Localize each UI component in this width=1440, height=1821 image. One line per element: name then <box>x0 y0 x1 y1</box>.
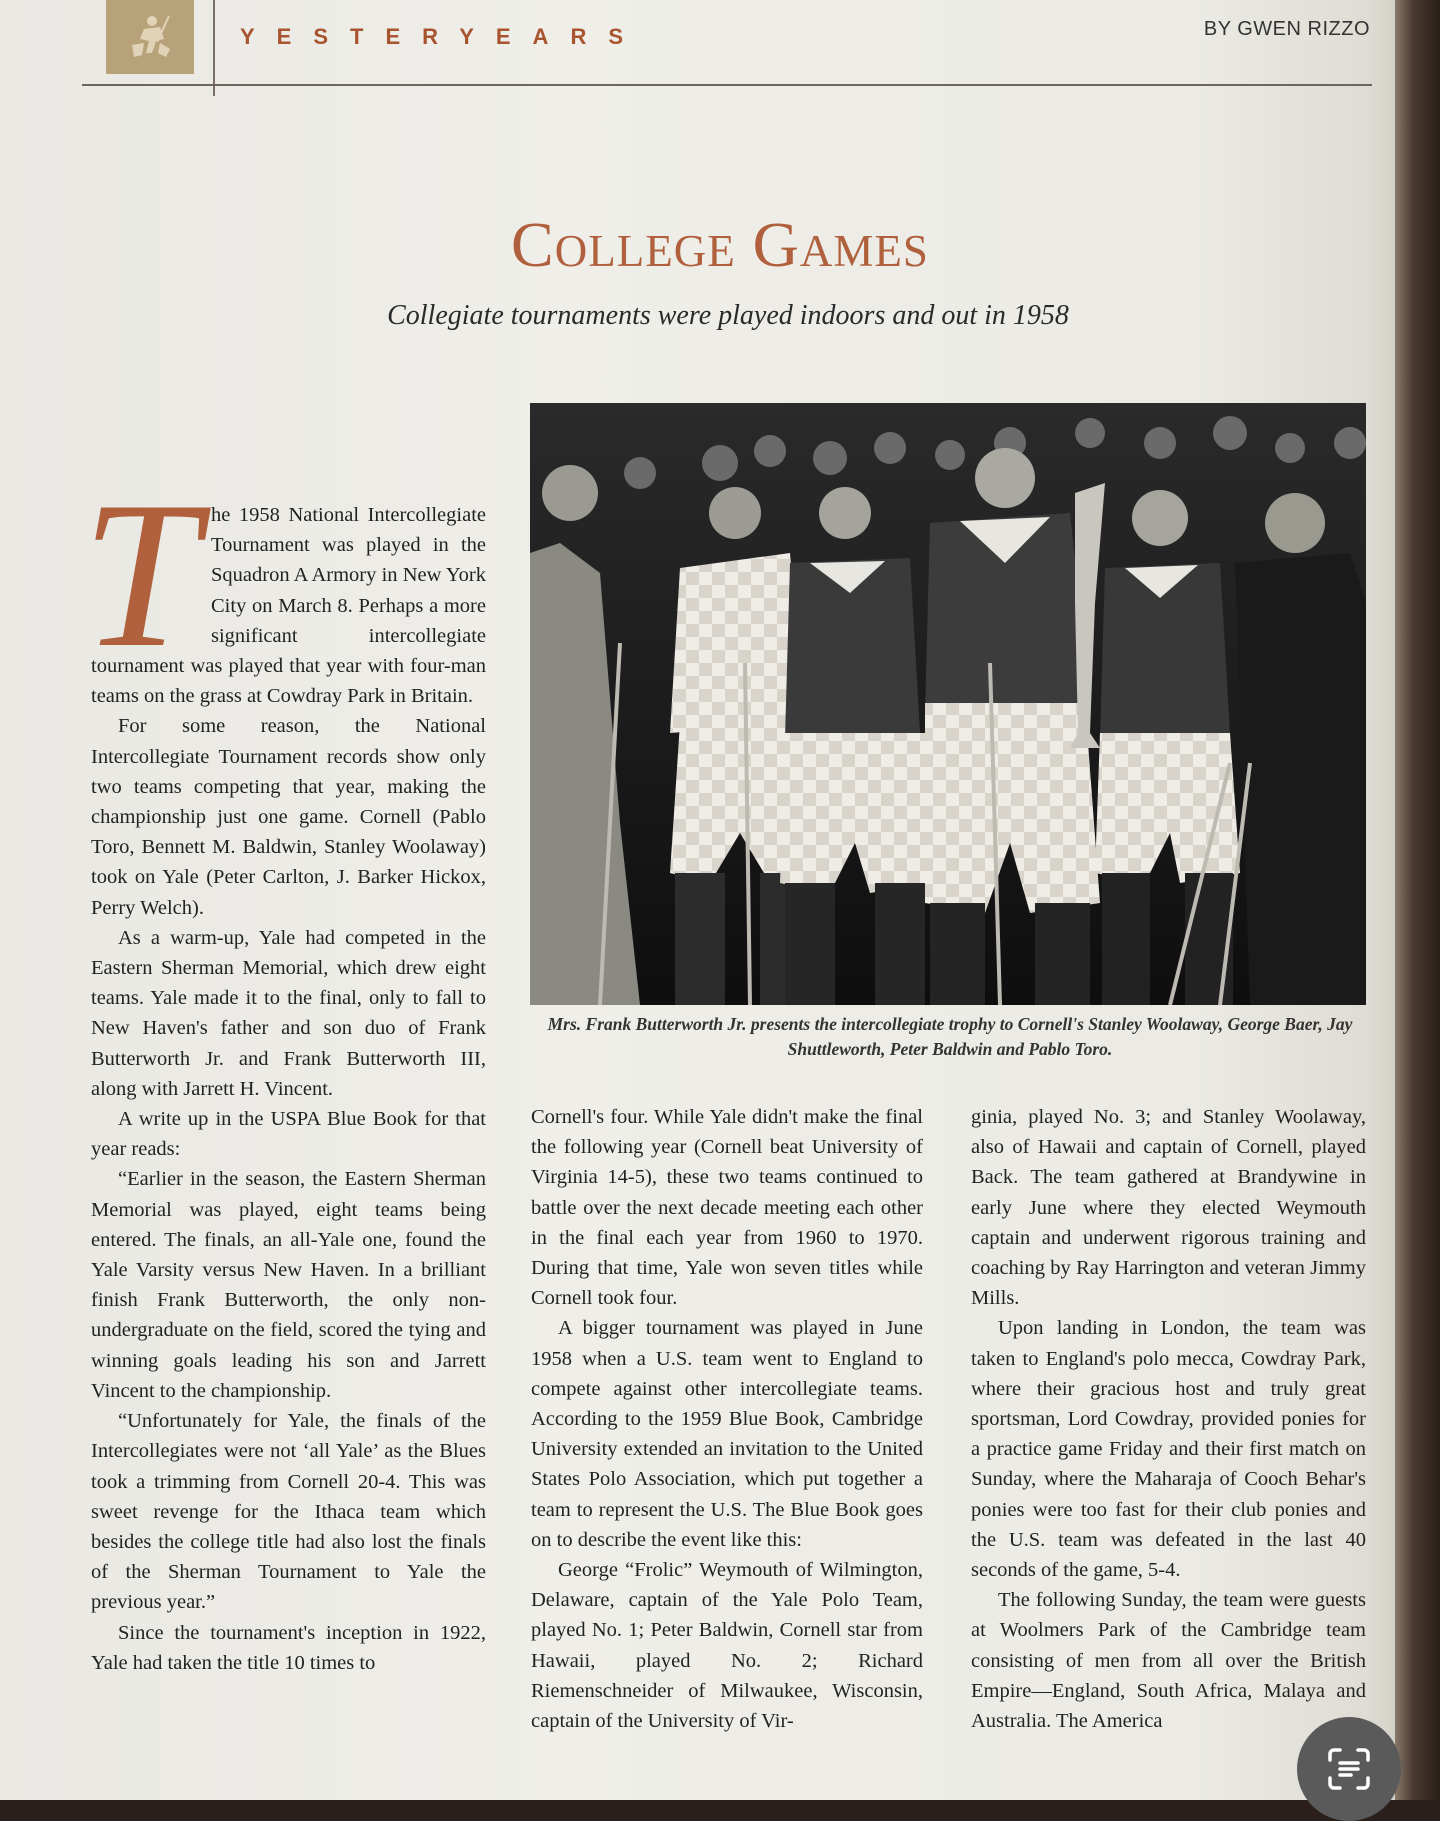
text-column-1 <box>81 459 486 1678</box>
header-divider-vertical <box>213 0 215 96</box>
section-logo <box>106 0 194 74</box>
paragraph: The following Sunday, the team were guests at Woolmers Park of the Cambridge team consisting of men from all over the British Empire—England, South Africa, Malaya and Australia. The America <box>971 1589 1366 1733</box>
text-column-2 <box>531 1102 923 1736</box>
polo-player-icon <box>122 9 178 65</box>
paragraph: Cornell's four. While Yale didn't make the final the following year (Cornell beat University of Virginia 14-5), these two teams continued to battle over the next decade meeting each other in the final each year from 1960 to 1970. During that time, Yale won seven titles while Cornell took four. <box>531 1106 923 1310</box>
article-title: College Games <box>511 209 929 280</box>
paragraph: A bigger tournament was played in June 1958 when a U.S. team went to England to compete against other intercollegiate teams. According to the 1959 Blue Book, Cambridge University extended an invitation to the United States Polo Association, which put together a team to represent the U.S. The Blue Book goes on to describe the event like this: <box>531 1317 923 1551</box>
text-column-3 <box>971 1102 1366 1736</box>
paragraph: For some reason, the National Intercollegiate Tournament records show only two teams competing that year, making the championship just one game. Cornell (Pablo Toro, Bennett M. Baldwin, Stanley Woolaway) took on Yale (Peter Carlton, J. Barker Hickox, Perry Welch). <box>91 715 486 919</box>
byline: BY GWEN RIZZO <box>1203 18 1370 40</box>
photo-caption: Mrs. Frank Butterworth Jr. presents the intercollegiate trophy to Cornell's Stanley Woolaway, George Baer, Jay Shuttleworth, Peter Baldwin and Pablo Toro. <box>547 1014 1353 1059</box>
paragraph: “Unfortunately for Yale, the finals of the Intercollegiates were not ‘all Yale’ as the Blues took a trimming from Cornell 20-4. This was sweet revenge for the Ithaca team which besides the college title had also lost the finals of the Sherman Tournament to Yale the previous year.” <box>91 1410 486 1614</box>
paragraph: ginia, played No. 3; and Stanley Woolaway, also of Hawaii and captain of Cornell, played Back. The team gathered at Brandywine in early June where they elected Weymouth captain and underwent rigorous training and coaching by Ray Harrington and veteran Jimmy Mills. <box>971 1106 1366 1310</box>
text-scan-button[interactable] <box>1297 1717 1401 1821</box>
article-subtitle: Collegiate tournaments were played indoors and out in 1958 <box>387 300 1069 331</box>
paragraph: Upon landing in London, the team was taken to England's polo mecca, Cowdray Park, where their gracious host and truly great sportsman, Lord Cowdray, provided ponies for a practice game Friday and their first match on Sunday, where the Maharaja of Cooch Behar's ponies were too fast for their club ponies and the U.S. team was defeated in the last 40 seconds of the game, 5-4. <box>971 1317 1366 1582</box>
paragraph: George “Frolic” Weymouth of Wilmington, Delaware, captain of the Yale Polo Team, played No. 1; Peter Baldwin, Cornell star from Hawaii, played No. 2; Richard Riemenschneider of Milwaukee, Wisconsin, captain of the University of Vir- <box>531 1559 923 1733</box>
opening-paragraph <box>81 459 486 711</box>
paragraph: Since the tournament's inception in 1922, Yale had taken the title 10 times to <box>91 1621 486 1674</box>
paragraph-text: he 1958 National Intercollegiate Tournament was played in the Squadron A Armory in New York City on March 8. Perhaps a more significant intercollegiate tournament was played that year with four-man teams on the grass at Cowdray Park in Britain. <box>91 504 486 708</box>
header-divider-horizontal <box>82 84 1372 86</box>
drop-cap: T <box>81 459 199 691</box>
paragraph: As a warm-up, Yale had competed in the Eastern Sherman Memorial, which drew eight teams. Yale made it to the final, only to fall to New Haven's father and son duo of Frank Butterworth Jr. and Frank Butterworth III, along with Jarrett H. Vincent. <box>91 926 486 1100</box>
text-scan-icon <box>1326 1746 1372 1792</box>
article-photo <box>530 403 1366 1005</box>
paragraph: A write up in the USPA Blue Book for that year reads: <box>91 1108 486 1161</box>
page-gutter-shadow <box>1395 0 1440 1800</box>
section-label: YESTERYEARS <box>240 24 646 49</box>
paragraph: “Earlier in the season, the Eastern Sherman Memorial was played, eight teams being entered. The finals, an all-Yale one, found the Yale Varsity versus New Haven. In a brilliant finish Frank Butterworth, the only non-undergraduate on the field, scored the tying and winning goals leading his son and Jarrett Vincent to the championship. <box>91 1168 486 1402</box>
